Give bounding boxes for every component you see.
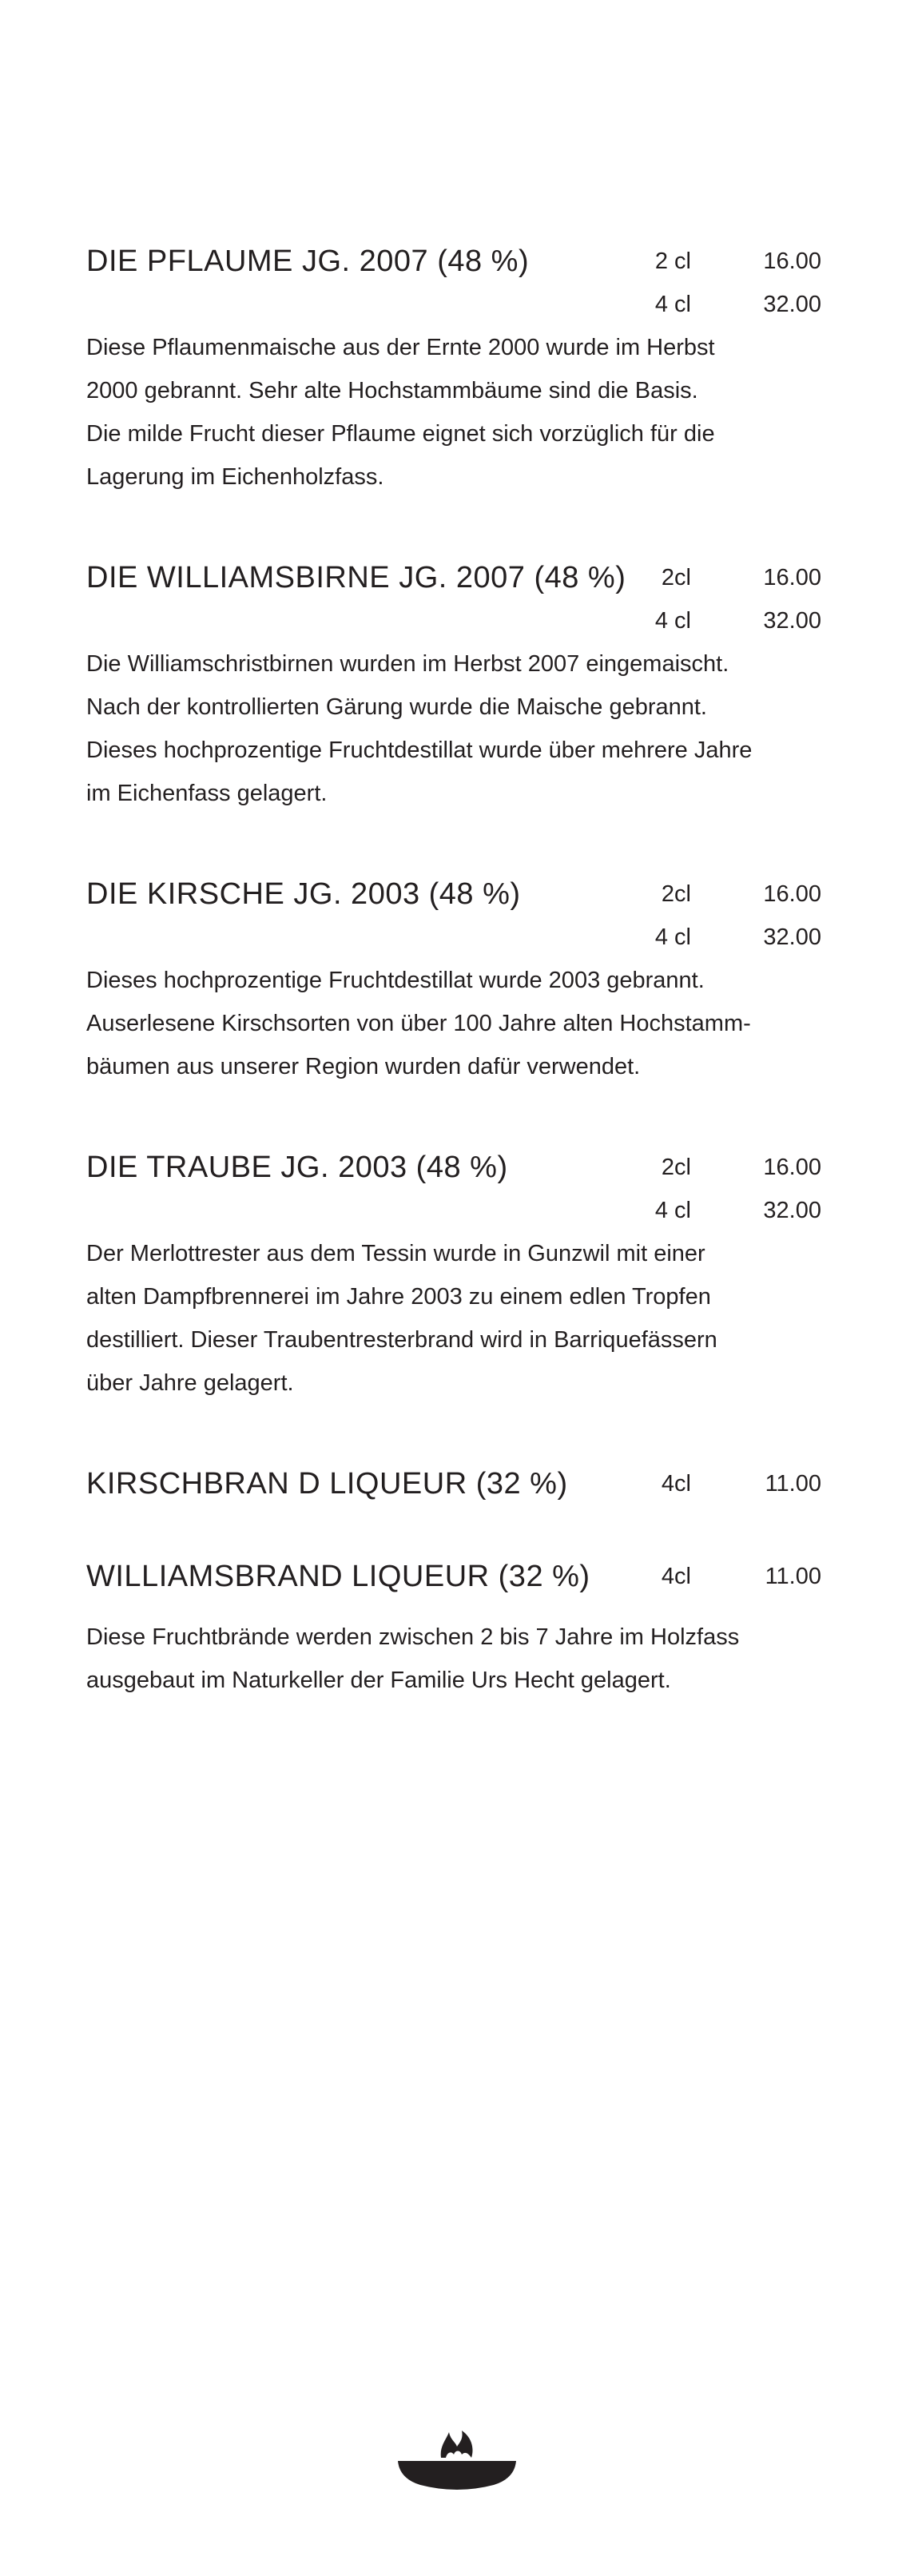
- price-size: 2cl: [661, 565, 691, 590]
- price-value: 32.00: [763, 608, 821, 634]
- description-line: Der Merlottrester aus dem Tessin wurde in Gunzwil mit einer: [86, 1241, 705, 1266]
- price-value: 16.00: [763, 881, 821, 907]
- item-title: KIRSCHBRAN D LIQUEUR (32 %): [86, 1467, 568, 1501]
- description-line: Lagerung im Eichenholzfass.: [86, 464, 384, 490]
- price-value: 16.00: [763, 248, 821, 274]
- price-value: 16.00: [763, 1155, 821, 1180]
- price-size: 4cl: [661, 1471, 691, 1497]
- price-size: 4 cl: [654, 292, 691, 317]
- note-line: Diese Fruchtbrände werden zwischen 2 bis 7 Jahre im Holzfass: [86, 1624, 740, 1650]
- flame-bowl-icon: [398, 2426, 516, 2490]
- price-size: 2cl: [661, 881, 691, 907]
- item-title: DIE KIRSCHE JG. 2003 (48 %): [86, 877, 521, 911]
- note-line: ausgebaut im Naturkeller der Familie Urs Hecht gelagert.: [86, 1668, 671, 1693]
- item-title: DIE TRAUBE JG. 2003 (48 %): [86, 1151, 508, 1184]
- footer-note: [86, 1616, 821, 1702]
- menu-item-kirsche: [86, 873, 821, 1088]
- price-size: 2 cl: [654, 248, 691, 274]
- price-value: 32.00: [763, 924, 821, 950]
- item-title: WILLIAMSBRAND LIQUEUR (32 %): [86, 1560, 590, 1593]
- price-value: 11.00: [765, 1564, 821, 1589]
- price-size: 4 cl: [654, 608, 691, 634]
- description-line: im Eichenfass gelagert.: [86, 781, 328, 806]
- description-line: destilliert. Dieser Traubentresterbrand wird in Barriquefässern: [86, 1327, 717, 1353]
- price-size: 4 cl: [654, 924, 691, 950]
- description-line: Diese Pflaumenmaische aus der Ernte 2000 wurde im Herbst: [86, 335, 715, 360]
- description-line: Die milde Frucht dieser Pflaume eignet sich vorzüglich für die: [86, 421, 715, 447]
- description-line: Die Williamschristbirnen wurden im Herbst 2007 eingemaischt.: [86, 651, 729, 677]
- description-line: Dieses hochprozentige Fruchtdestillat wurde über mehrere Jahre: [86, 737, 753, 763]
- menu-item-williamsbrand-liqueur: [86, 1555, 821, 1598]
- price-size: 2cl: [661, 1155, 691, 1180]
- item-description: [86, 642, 821, 815]
- price-value: 16.00: [763, 565, 821, 590]
- description-line: Auserlesene Kirschsorten von über 100 Jahre alten Hochstamm-: [86, 1011, 751, 1036]
- description-line: Dieses hochprozentige Fruchtdestillat wurde 2003 gebrannt.: [86, 968, 705, 993]
- item-title: DIE WILLIAMSBIRNE JG. 2007 (48 %): [86, 561, 626, 594]
- price-size: 4cl: [661, 1564, 691, 1589]
- price-value: 32.00: [763, 1198, 821, 1223]
- menu-item-williamsbirne: [86, 556, 821, 815]
- price-size: 4 cl: [654, 1198, 691, 1223]
- description-line: 2000 gebrannt. Sehr alte Hochstammbäume sind die Basis.: [86, 378, 698, 403]
- menu-item-kirschbrand-liqueur: [86, 1462, 821, 1505]
- item-description: [86, 1232, 821, 1405]
- item-title: DIE PFLAUME JG. 2007 (48 %): [86, 244, 530, 278]
- item-description: [86, 959, 821, 1088]
- price-value: 32.00: [763, 292, 821, 317]
- description-line: über Jahre gelagert.: [86, 1370, 294, 1396]
- price-value: 11.00: [765, 1471, 821, 1497]
- item-description: [86, 326, 821, 499]
- menu-list: [86, 240, 821, 1648]
- menu-item-traube: [86, 1146, 821, 1405]
- description-line: alten Dampfbrennerei im Jahre 2003 zu einem edlen Tropfen: [86, 1284, 711, 1310]
- description-line: Nach der kontrollierten Gärung wurde die Maische gebrannt.: [86, 694, 707, 720]
- description-line: bäumen aus unserer Region wurden dafür verwendet.: [86, 1054, 641, 1079]
- menu-item-pflaume: [86, 240, 821, 499]
